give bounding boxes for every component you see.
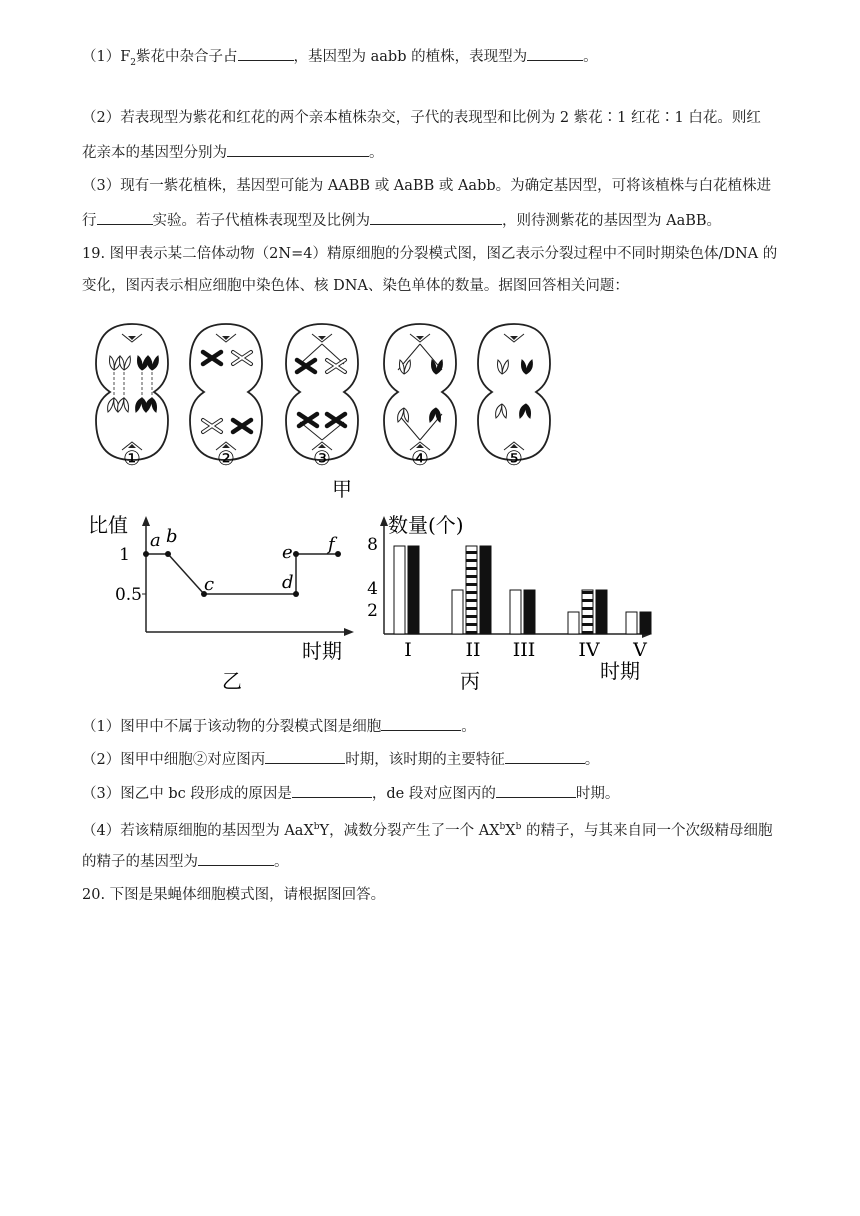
- yi-ytick-05: 0.5: [114, 585, 142, 605]
- figure-bing-bar-chart: [358, 508, 658, 693]
- yi-xlabel: 时期: [302, 639, 342, 663]
- bar-V-black: [640, 612, 651, 634]
- bar-IV-black: [596, 590, 607, 634]
- bing-ytick-2: 2: [367, 601, 378, 621]
- answer-blank[interactable]: [292, 783, 372, 798]
- bar-II-white: [452, 590, 463, 634]
- figure-caption-bing: 丙: [460, 669, 480, 693]
- q19-question-4-line2: 的精子的基因型为 。: [82, 851, 289, 872]
- cell-3: [286, 324, 358, 460]
- q19-question-1: （1）图甲中不属于该动物的分裂模式图是细胞 。: [82, 716, 476, 737]
- figure-caption-yi: 乙: [222, 669, 242, 693]
- bing-categories: [404, 639, 647, 661]
- bing-ylabel: 数量(个): [388, 513, 464, 537]
- yi-point-c: c: [204, 574, 215, 595]
- answer-blank[interactable]: [198, 851, 274, 866]
- q18-part3-line1: （3）现有一紫花植株，基因型可能为 AABB 或 AaBB 或 Aabb。为确定基因型，可将该植株与白花植株进: [82, 178, 772, 194]
- cell-label-2: ②: [217, 446, 235, 470]
- q18-part2-line2: 花亲本的基因型分别为 。: [82, 142, 384, 163]
- figure-caption-jia: 甲: [332, 477, 352, 498]
- answer-blank[interactable]: [505, 749, 585, 764]
- category-label-I: I: [404, 639, 412, 661]
- q19-intro-line1: 19. 图甲表示某二倍体动物（2N=4）精原细胞的分裂模式图，图乙表示分裂过程中不同时期染色体/DNA 的: [82, 246, 778, 262]
- bar-II-black: [480, 546, 491, 634]
- bar-I-white: [394, 546, 405, 634]
- yi-point-e: e: [282, 542, 293, 563]
- bing-xlabel: 时期: [600, 659, 640, 683]
- yi-point-a: a: [150, 530, 161, 551]
- answer-blank[interactable]: [370, 210, 502, 225]
- bing-ytick-4: 4: [367, 579, 378, 599]
- bar-IV-striped: [582, 590, 593, 634]
- q19-question-2: （2）图甲中细胞②对应图丙 时期，该时期的主要特征 。: [82, 749, 599, 770]
- bar-IV-white: [568, 612, 579, 634]
- yi-point-d: d: [282, 572, 294, 593]
- bar-II-striped: [466, 546, 477, 634]
- answer-blank[interactable]: [227, 142, 369, 157]
- bar-III-black: [524, 590, 535, 634]
- figure-yi-ratio-graph: [82, 508, 357, 693]
- cell-label-1: ①: [123, 446, 141, 470]
- q18-part2-line1: （2）若表现型为紫花和红花的两个亲本植株杂交，子代的表现型和比例为 2 紫花∶1 红花∶1 白花。则红: [82, 110, 761, 126]
- cell-2: [190, 324, 262, 460]
- yi-point-f: f: [328, 534, 335, 555]
- bar-V-white: [626, 612, 637, 634]
- q19-intro-line2: 变化，图丙表示相应细胞中染色体、核 DNA、染色单体的数量。据图回答相关问题：: [82, 278, 629, 294]
- cell-5: [478, 324, 550, 460]
- cell-label-3: ③: [313, 446, 331, 470]
- yi-point-b: b: [166, 526, 178, 547]
- category-label-II: II: [465, 639, 481, 661]
- answer-blank[interactable]: [238, 46, 294, 61]
- answer-blank[interactable]: [496, 783, 576, 798]
- yi-ylabel: 比值: [88, 513, 128, 537]
- cell-1: [96, 324, 168, 460]
- answer-blank[interactable]: [381, 716, 461, 731]
- answer-blank[interactable]: [265, 749, 345, 764]
- figure-jia-cell-division: [88, 318, 558, 498]
- q19-question-4-line1: （4）若该精原细胞的基因型为 AaX$^b$Y，减数分裂产生了一个 $AX^bX^b$ 的精子，与其来自同一个次级精母细胞: [82, 822, 773, 839]
- cell-label-4: ④: [411, 446, 429, 470]
- bar-III-white: [510, 590, 521, 634]
- bar-I-black: [408, 546, 419, 634]
- yi-ytick-1: 1: [119, 545, 130, 565]
- bing-ytick-8: 8: [367, 535, 378, 555]
- category-label-III: III: [512, 639, 536, 661]
- answer-blank[interactable]: [527, 46, 583, 61]
- q20-intro: 20. 下图是果蝇体细胞模式图，请根据图回答。: [82, 887, 386, 903]
- cell-label-5: ⑤: [505, 446, 523, 470]
- category-label-V: V: [633, 639, 647, 661]
- q19-question-3: （3）图乙中 bc 段形成的原因是 ，de 段对应图丙的 时期。: [82, 783, 619, 804]
- category-label-IV: IV: [578, 639, 600, 661]
- answer-blank[interactable]: [97, 210, 153, 225]
- q18-part3-line2: 行 实验。若子代植株表现型及比例为 ，则待测紫花的基因型为 AaBB。: [82, 210, 721, 231]
- cell-4: [384, 324, 456, 460]
- q18-part1: $(1)F_2$紫花中杂合子占 ，基因型为 aabb 的植株，表现型为 。: [82, 46, 598, 73]
- bing-bars: [394, 546, 651, 634]
